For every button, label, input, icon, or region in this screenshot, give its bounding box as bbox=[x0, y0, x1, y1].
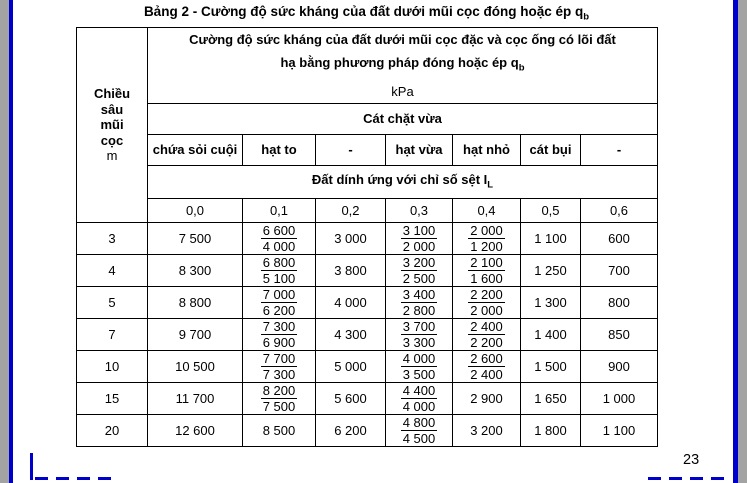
fraction-top: 7 000 bbox=[262, 286, 296, 302]
depth-header-line: mũi bbox=[100, 117, 124, 133]
depth-cell: 10 bbox=[77, 350, 148, 382]
value-cell: 1 100 bbox=[581, 414, 658, 446]
value-cell: 11 700 bbox=[148, 382, 243, 414]
fraction-cell bbox=[386, 318, 453, 350]
value-cell: 8 300 bbox=[148, 254, 243, 286]
depth-cell: 4 bbox=[77, 254, 148, 286]
il-value-cell: 0,2 bbox=[316, 198, 386, 222]
fraction-cell bbox=[243, 318, 316, 350]
fraction-top: 6 800 bbox=[262, 254, 296, 270]
fraction-top: 2 000 bbox=[470, 222, 503, 238]
fraction-cell bbox=[386, 254, 453, 286]
fraction-top: 4 400 bbox=[402, 382, 436, 398]
depth-cell: 7 bbox=[77, 318, 148, 350]
fraction-top: 2 100 bbox=[470, 254, 503, 270]
value-cell: 1 500 bbox=[521, 350, 581, 382]
fraction-top: 2 400 bbox=[470, 318, 503, 334]
resistance-header-subscript: b bbox=[518, 62, 525, 74]
value-cell: 5 000 bbox=[316, 350, 386, 382]
il-value-cell: 0,1 bbox=[243, 198, 316, 222]
fraction-cell bbox=[243, 254, 316, 286]
fraction-bottom: 2 500 bbox=[402, 271, 436, 287]
fraction-cell bbox=[386, 222, 453, 254]
fraction-top: 3 100 bbox=[402, 222, 436, 238]
fraction-top: 4 000 bbox=[402, 350, 436, 366]
value-cell: 600 bbox=[581, 222, 658, 254]
fraction-top: 3 400 bbox=[402, 286, 436, 302]
value-cell: 4 000 bbox=[316, 286, 386, 318]
sand-type-cell: hạt to bbox=[243, 134, 316, 165]
table-row bbox=[77, 414, 658, 446]
value-cell: 1 100 bbox=[521, 222, 581, 254]
fraction-bottom: 2 000 bbox=[402, 239, 436, 255]
value-cell: 8 500 bbox=[243, 414, 316, 446]
fraction-cell bbox=[453, 222, 521, 254]
depth-unit-label: m bbox=[106, 148, 118, 164]
il-value-cell: 0,5 bbox=[521, 198, 581, 222]
value-cell: 4 300 bbox=[316, 318, 386, 350]
fraction-cell bbox=[243, 286, 316, 318]
fraction-top: 6 600 bbox=[262, 222, 296, 238]
sand-type-cell: - bbox=[581, 134, 658, 165]
value-cell: 3 800 bbox=[316, 254, 386, 286]
fraction-bottom: 3 500 bbox=[402, 367, 436, 383]
fraction-cell bbox=[453, 286, 521, 318]
value-cell: 7 500 bbox=[148, 222, 243, 254]
fraction-top: 7 300 bbox=[262, 318, 296, 334]
fraction-cell bbox=[386, 382, 453, 414]
caption-text: Bảng 2 - Cường độ sức kháng của đất dưới mũi cọc đóng hoặc ép q bbox=[143, 4, 584, 19]
fraction-bottom: 7 300 bbox=[262, 367, 296, 383]
fraction-top: 4 800 bbox=[402, 414, 436, 430]
fraction-bottom: 4 000 bbox=[262, 239, 296, 255]
table-row bbox=[77, 382, 658, 414]
clay-group-header-cell bbox=[148, 165, 658, 198]
il-value-cell: 0,3 bbox=[386, 198, 453, 222]
left-page-border-line bbox=[9, 0, 13, 483]
value-cell: 12 600 bbox=[148, 414, 243, 446]
table-row bbox=[77, 318, 658, 350]
depth-header-line: cọc bbox=[100, 132, 124, 148]
depth-cell: 20 bbox=[77, 414, 148, 446]
table-row bbox=[77, 350, 658, 382]
resistance-table bbox=[76, 27, 658, 447]
value-cell: 8 800 bbox=[148, 286, 243, 318]
fraction-cell bbox=[453, 318, 521, 350]
resistance-header-line1: Cường độ sức kháng của đất dưới mũi cọc đặc và cọc ống có lõi đất bbox=[189, 32, 616, 47]
clay-header-subscript: L bbox=[487, 179, 494, 191]
fraction-cell bbox=[243, 222, 316, 254]
value-cell: 10 500 bbox=[148, 350, 243, 382]
sand-type-cell: - bbox=[316, 134, 386, 165]
fraction-bottom: 1 200 bbox=[470, 239, 503, 255]
fraction-bottom: 3 300 bbox=[402, 335, 436, 351]
fraction-bottom: 7 500 bbox=[262, 399, 296, 415]
page-number: 23 bbox=[683, 452, 700, 468]
depth-header-cell bbox=[77, 28, 148, 223]
table-row bbox=[77, 254, 658, 286]
fraction-top: 8 200 bbox=[262, 382, 296, 398]
depth-header-line: Chiều bbox=[93, 86, 131, 102]
fraction-bottom: 2 400 bbox=[470, 367, 503, 383]
table-row bbox=[77, 222, 658, 254]
fraction-bottom: 6 200 bbox=[262, 303, 296, 319]
fraction-top: 2 200 bbox=[470, 286, 503, 302]
value-cell: 5 600 bbox=[316, 382, 386, 414]
text-boundary-dashed-line-right bbox=[648, 477, 728, 480]
sand-group-header-cell: Cát chặt vừa bbox=[148, 103, 658, 134]
resistance-header-line2-text: hạ bằng phương pháp đóng hoặc ép q bbox=[280, 55, 519, 70]
value-cell: 3 000 bbox=[316, 222, 386, 254]
fraction-cell bbox=[453, 350, 521, 382]
clay-header-text: Đất dính ứng với chỉ số sệt I bbox=[311, 172, 488, 188]
value-cell: 9 700 bbox=[148, 318, 243, 350]
sand-type-cell: hạt vừa bbox=[386, 134, 453, 165]
value-cell: 1 400 bbox=[521, 318, 581, 350]
fraction-top: 3 700 bbox=[402, 318, 436, 334]
il-value-cell: 0,6 bbox=[581, 198, 658, 222]
fraction-bottom: 2 000 bbox=[470, 303, 503, 319]
fraction-cell bbox=[386, 414, 453, 446]
value-cell: 850 bbox=[581, 318, 658, 350]
text-boundary-dashed-line-left bbox=[35, 477, 112, 480]
fraction-top: 2 600 bbox=[470, 350, 503, 366]
fraction-bottom: 6 900 bbox=[262, 335, 296, 351]
value-cell: 1 650 bbox=[521, 382, 581, 414]
sand-type-cell: hạt nhỏ bbox=[453, 134, 521, 165]
depth-cell: 15 bbox=[77, 382, 148, 414]
fraction-cell bbox=[386, 350, 453, 382]
depth-cell: 3 bbox=[77, 222, 148, 254]
right-gray-margin bbox=[738, 0, 747, 483]
fraction-bottom: 5 100 bbox=[262, 271, 296, 287]
fraction-cell bbox=[453, 254, 521, 286]
sand-type-cell: chứa sỏi cuội bbox=[148, 134, 243, 165]
table-row bbox=[77, 286, 658, 318]
value-cell: 1 000 bbox=[581, 382, 658, 414]
value-cell: 900 bbox=[581, 350, 658, 382]
fraction-bottom: 2 200 bbox=[470, 335, 503, 351]
caption-subscript: b bbox=[583, 11, 590, 23]
value-cell: 800 bbox=[581, 286, 658, 318]
fraction-top: 3 200 bbox=[402, 254, 436, 270]
value-cell: 2 900 bbox=[453, 382, 521, 414]
fraction-bottom: 1 600 bbox=[470, 271, 503, 287]
fraction-bottom: 4 000 bbox=[402, 399, 436, 415]
fraction-cell bbox=[243, 382, 316, 414]
value-cell: 700 bbox=[581, 254, 658, 286]
fraction-cell bbox=[243, 350, 316, 382]
value-cell: 1 250 bbox=[521, 254, 581, 286]
value-cell: 3 200 bbox=[453, 414, 521, 446]
fraction-bottom: 4 500 bbox=[402, 431, 436, 447]
il-value-cell: 0,0 bbox=[148, 198, 243, 222]
value-cell: 6 200 bbox=[316, 414, 386, 446]
left-gray-margin bbox=[0, 0, 9, 483]
resistance-header-cell bbox=[148, 28, 658, 104]
value-cell: 1 800 bbox=[521, 414, 581, 446]
fraction-cell bbox=[386, 286, 453, 318]
depth-header-line: sâu bbox=[100, 101, 124, 117]
resistance-unit-label: kPa bbox=[391, 83, 414, 99]
il-value-cell: 0,4 bbox=[453, 198, 521, 222]
table-caption bbox=[76, 4, 657, 23]
fraction-bottom: 2 800 bbox=[402, 303, 436, 319]
depth-cell: 5 bbox=[77, 286, 148, 318]
text-boundary-corner-mark-left bbox=[30, 453, 33, 480]
sand-type-cell: cát bụi bbox=[521, 134, 581, 165]
resistance-header-line2 bbox=[148, 51, 657, 80]
value-cell: 1 300 bbox=[521, 286, 581, 318]
fraction-top: 7 700 bbox=[262, 350, 296, 366]
